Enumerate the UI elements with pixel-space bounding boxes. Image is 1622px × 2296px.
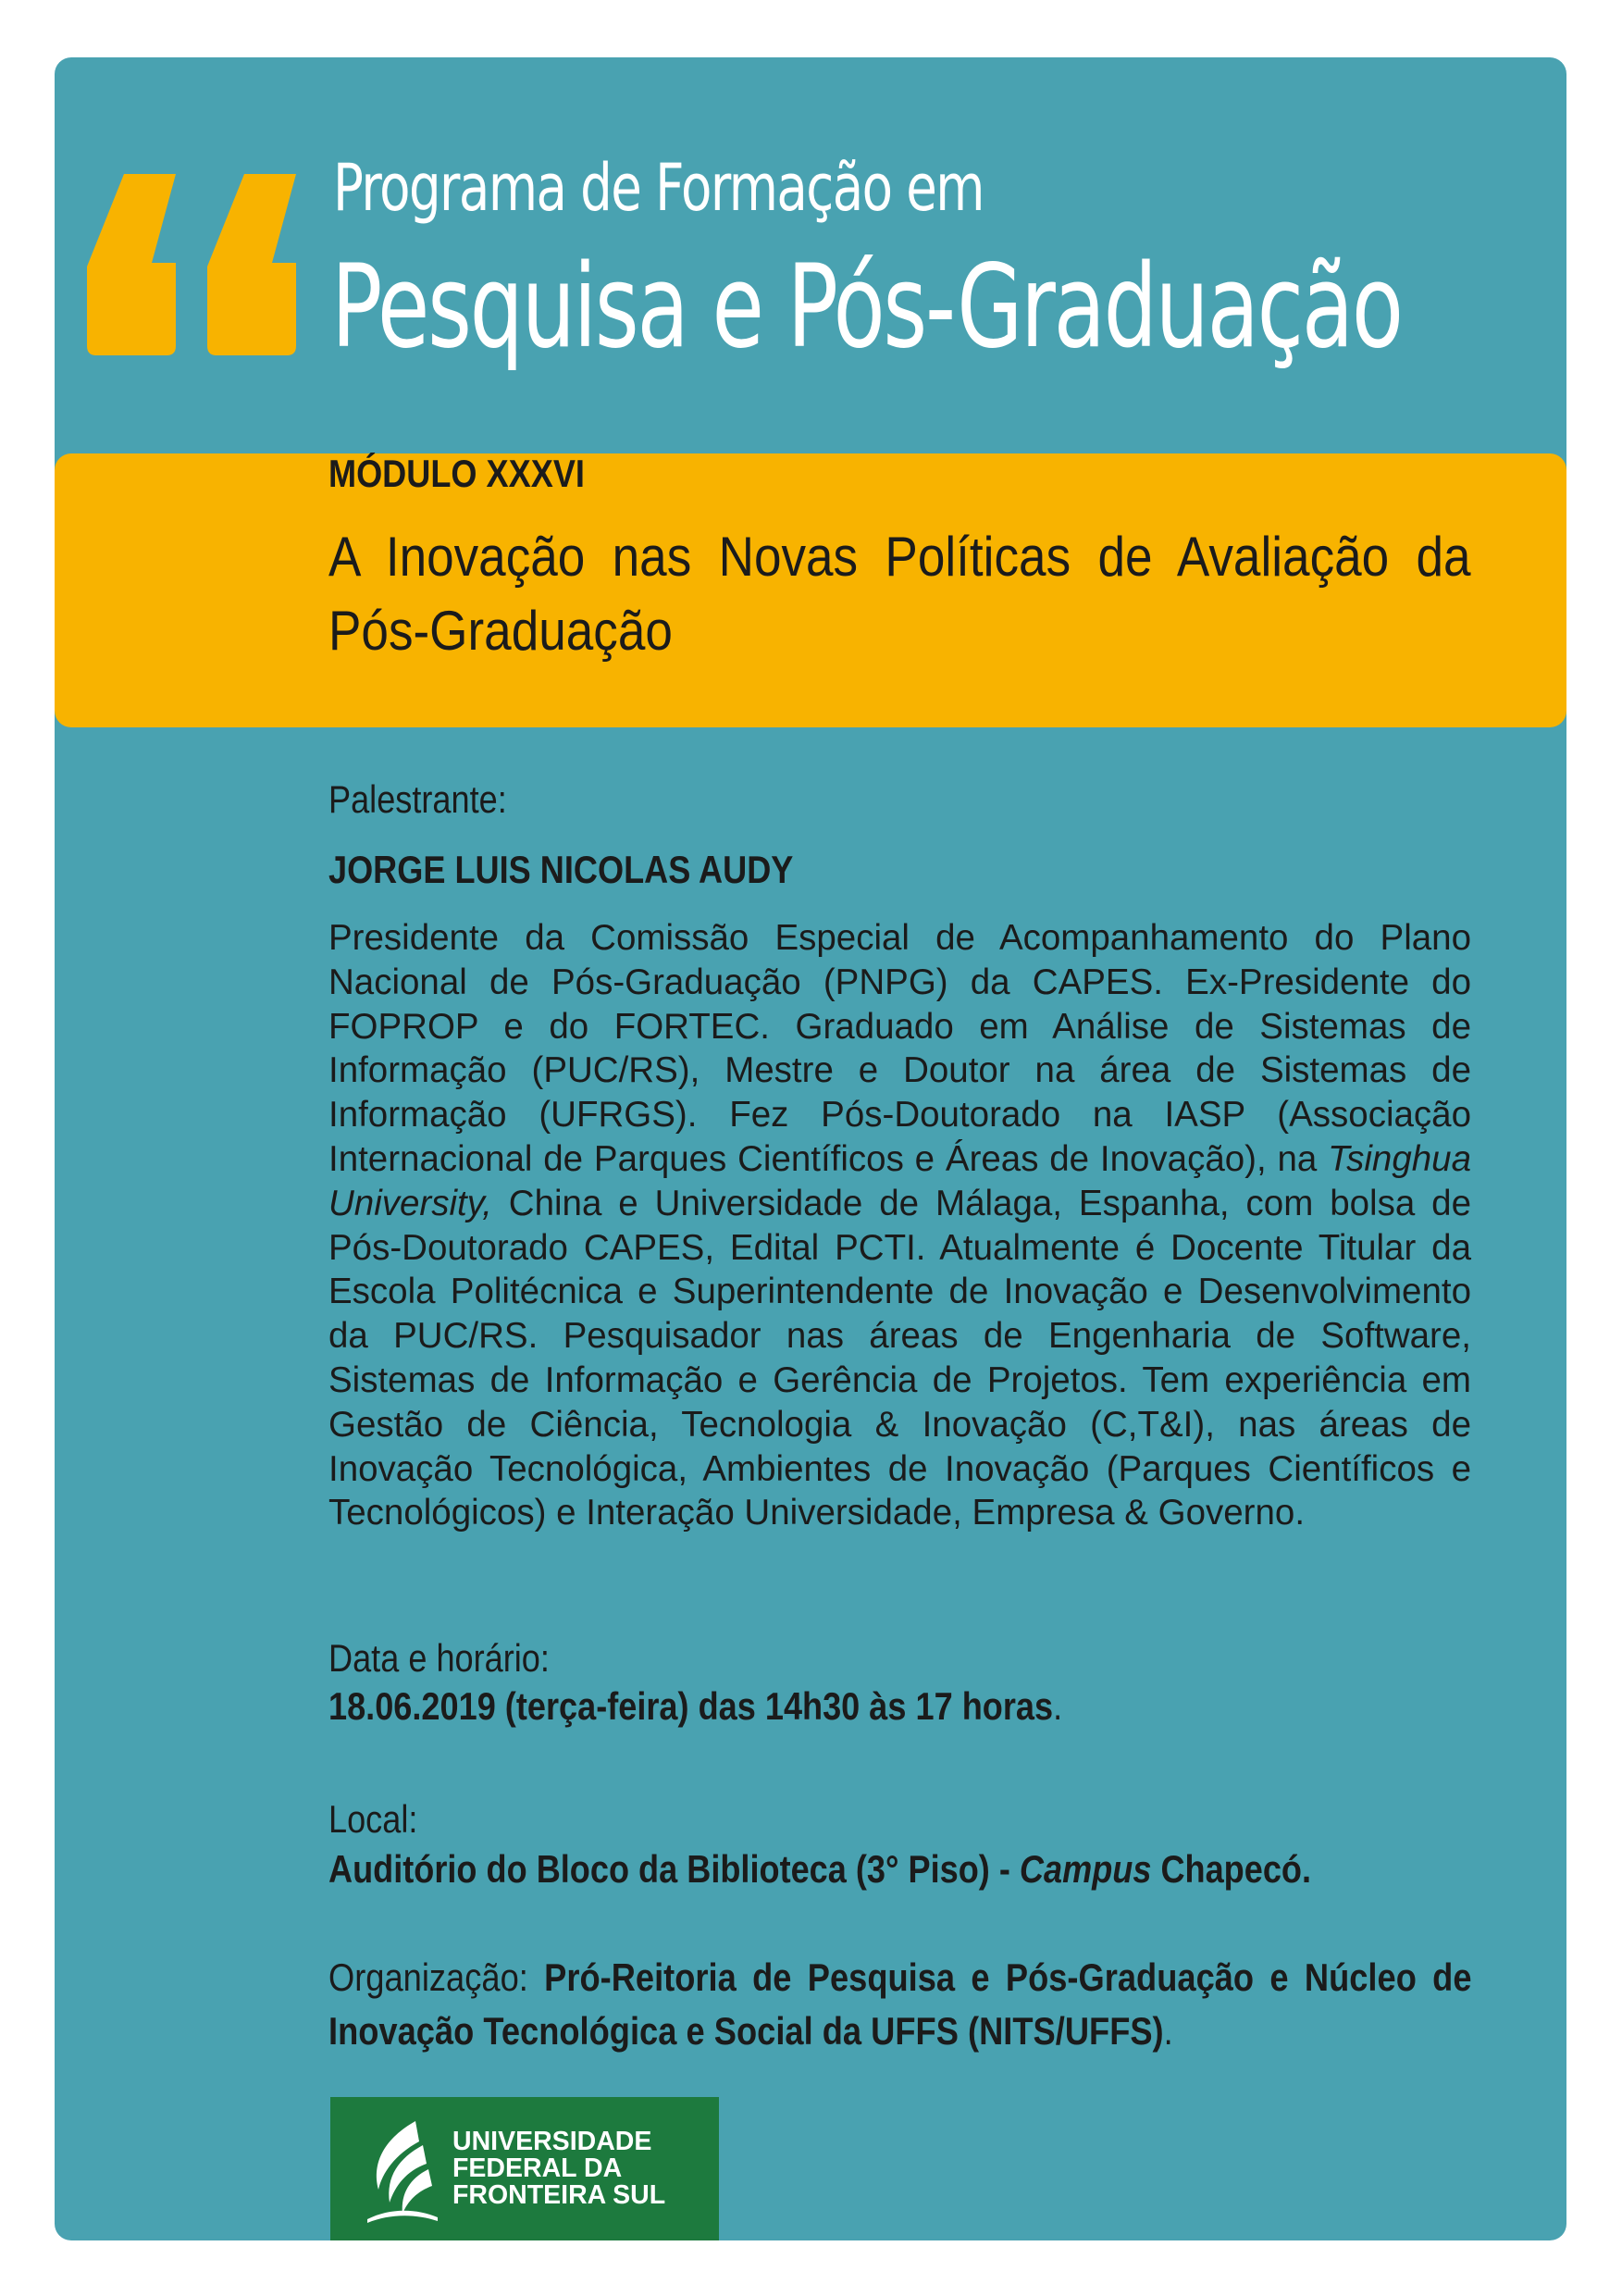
- logo-text: [452, 2128, 665, 2209]
- organization-value: Pró-Reitoria de Pesquisa e Pós-Graduação e Núcleo de Inovação Tecnológica e Social da UFFS (NITS/UFFS): [328, 1955, 1472, 2053]
- location-value: [328, 1845, 1311, 1893]
- organization-end: .: [1163, 2009, 1173, 2053]
- speaker-bio: [328, 916, 1471, 1535]
- uffs-emblem-icon: [358, 2117, 443, 2224]
- location-text-1: Auditório do Bloco da Biblioteca (3° Piso) -: [328, 1847, 1020, 1891]
- logo-line-3: FRONTEIRA SUL: [452, 2180, 666, 2210]
- speaker-name: JORGE LUIS NICOLAS AUDY: [328, 848, 794, 891]
- logo-line-1: UNIVERSIDADE: [452, 2127, 652, 2156]
- logo-line-2: FEDERAL DA: [452, 2153, 623, 2183]
- header-subtitle: Programa de Formação em: [333, 150, 984, 226]
- schedule-label: Data e horário:: [328, 1636, 550, 1680]
- bio-text-1: Presidente da Comissão Especial de Acompanhamento do Plano Nacional de Pós-Graduação (PNPG) da CAPES. Ex-Presidente do FOPROP e do FORTEC. Graduado em Análise de Sistemas de Informação (PUC/RS), Mestre e Doutor na área de Sistemas de Informação (UFRGS). Fez Pós-Doutorado na IASP (Associação Internacional de Parques Científicos e Áreas de Inovação), na: [328, 918, 1471, 1179]
- module-title: A Inovação nas Novas Políticas de Avaliação da Pós-Graduação: [328, 526, 1471, 662]
- speaker-label: Palestrante:: [328, 777, 507, 821]
- location-label: Local:: [328, 1797, 418, 1841]
- organization: [328, 1951, 1472, 2058]
- schedule-value: [328, 1682, 1311, 1731]
- organization-label: Organização:: [328, 1955, 545, 1999]
- module-label: MÓDULO XXXVI: [328, 452, 585, 495]
- location-text-2: Chapecó.: [1151, 1847, 1312, 1891]
- location-italic: Campus: [1019, 1847, 1152, 1891]
- header-title: Pesquisa e Pós-Graduação: [331, 241, 1402, 374]
- schedule-text: 18.06.2019 (terça-feira) das 14h30 às 17 horas: [328, 1684, 1054, 1728]
- bio-italic: Tsinghua University,: [328, 1138, 1471, 1223]
- schedule-end: .: [1053, 1684, 1063, 1728]
- quote-mark-icon: [87, 174, 315, 359]
- bio-text-2: China e Universidade de Málaga, Espanha, com bolsa de Pós-Doutorado CAPES, Edital PCTI. Atualmente é Docente Titular da Escola Politécnica e Superintendente de Inovação e Desenvolvimento da PUC/RS. Pesquisador nas áreas de Engenharia de Software, Sistemas de Informação e Gerência de Projetos. Tem experiência em Gestão de Ciência, Tecnologia & Inovação (C,T&I), nas áreas de Inovação Tecnológica, Ambientes de Inovação (Parques Científicos e Tecnológicos) e Interação Universidade, Empresa & Governo.: [328, 1183, 1471, 1533]
- university-logo: [330, 2097, 719, 2240]
